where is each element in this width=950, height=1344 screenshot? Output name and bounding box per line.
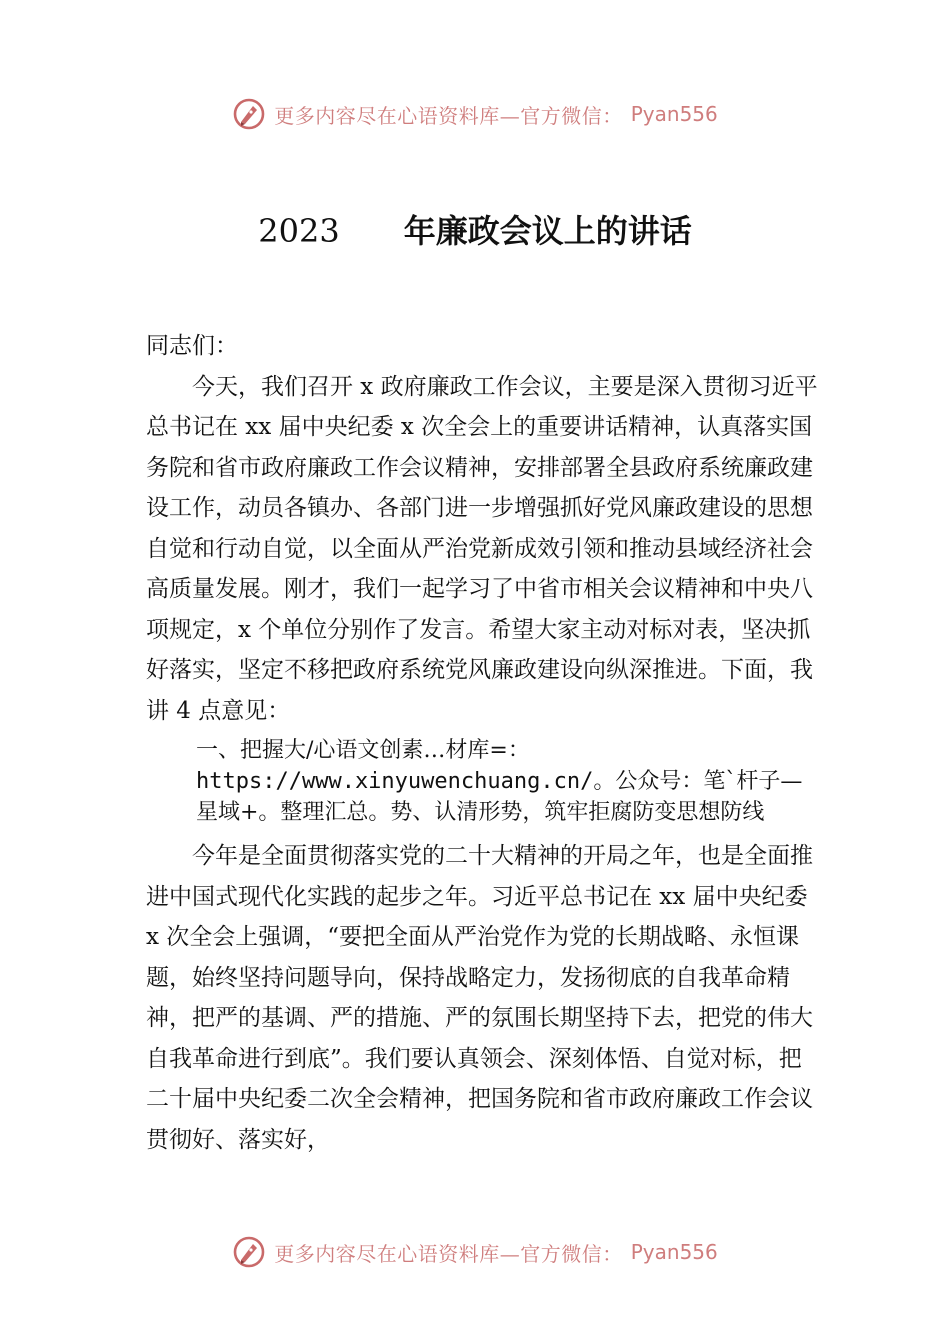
footer-watermark-banner [0, 1232, 950, 1272]
title-year: 2023 [258, 212, 340, 250]
heading-1-suffix: 。公众号：笔`杆子—星域+。整理汇总。势、认清形势，筑牢拒腐防变思想防线 [196, 769, 803, 825]
paragraph-intro: 今天，我们召开 x 政府廉政工作会议，主要是深入贯彻习近平总书记在 xx 届中央纪委 x 次全会上的重要讲话精神，认真落实国务院和省市政府廉政工作会议精神，安排部署全县政府系统廉政建设工作，动员各镇办、各部门进一步增强抓好党风廉政建设的思想自觉和行动自觉，以全面从严治党新成效引领和推动县域经济社会高质量发展。刚才，我们一起学习了中省市相关会议精神和中央八项规定，x 个单位分别作了发言。希望大家主动对标对表，坚决抓好落实，坚定不移把政府系统党风廉政建设向纵深推进。下面，我讲 4 点意见： [146, 373, 818, 724]
document-title [0, 206, 950, 252]
watermark-wechat-id: Pyan556 [630, 1240, 718, 1264]
heading-1-url: https://www.xinyuwenchuang.cn/ [196, 769, 594, 794]
pen-nib-logo-icon [232, 1235, 266, 1269]
watermark-text: 更多内容尽在心语资料库—官方微信： [274, 103, 623, 128]
paragraph-situation: 今年是全面贯彻落实党的二十大精神的开局之年，也是全面推进中国式现代化实践的起步之年。习近平总书记在 xx 届中央纪委 x 次全会上强调，“要把全面从严治党作为党的长期战略、永恒课题，始终坚持问题导向，保持战略定力，发扬彻底的自我革命精神，把严的基调、严的措施、严的氛围长期坚持下去，把党的伟大自我革命进行到底”。我们要认真领会、深刻体悟、自觉对标，把二十届中央纪委二次全会精神，把国务院和省市政府廉政工作会议贯彻好、落实好， [146, 843, 813, 1153]
header-watermark-banner [0, 94, 950, 134]
section-heading-1 [196, 731, 818, 836]
pen-nib-logo-icon [232, 97, 266, 131]
watermark-wechat-id: Pyan556 [630, 102, 718, 126]
watermark-text: 更多内容尽在心语资料库—官方微信： [274, 1241, 623, 1266]
heading-1-prefix: 一、把握大/心语文创素…材库=： [196, 738, 530, 763]
title-main: 年廉政会议上的讲话 [403, 212, 692, 250]
document-body [146, 326, 818, 1160]
salutation: 同志们： [146, 333, 238, 359]
